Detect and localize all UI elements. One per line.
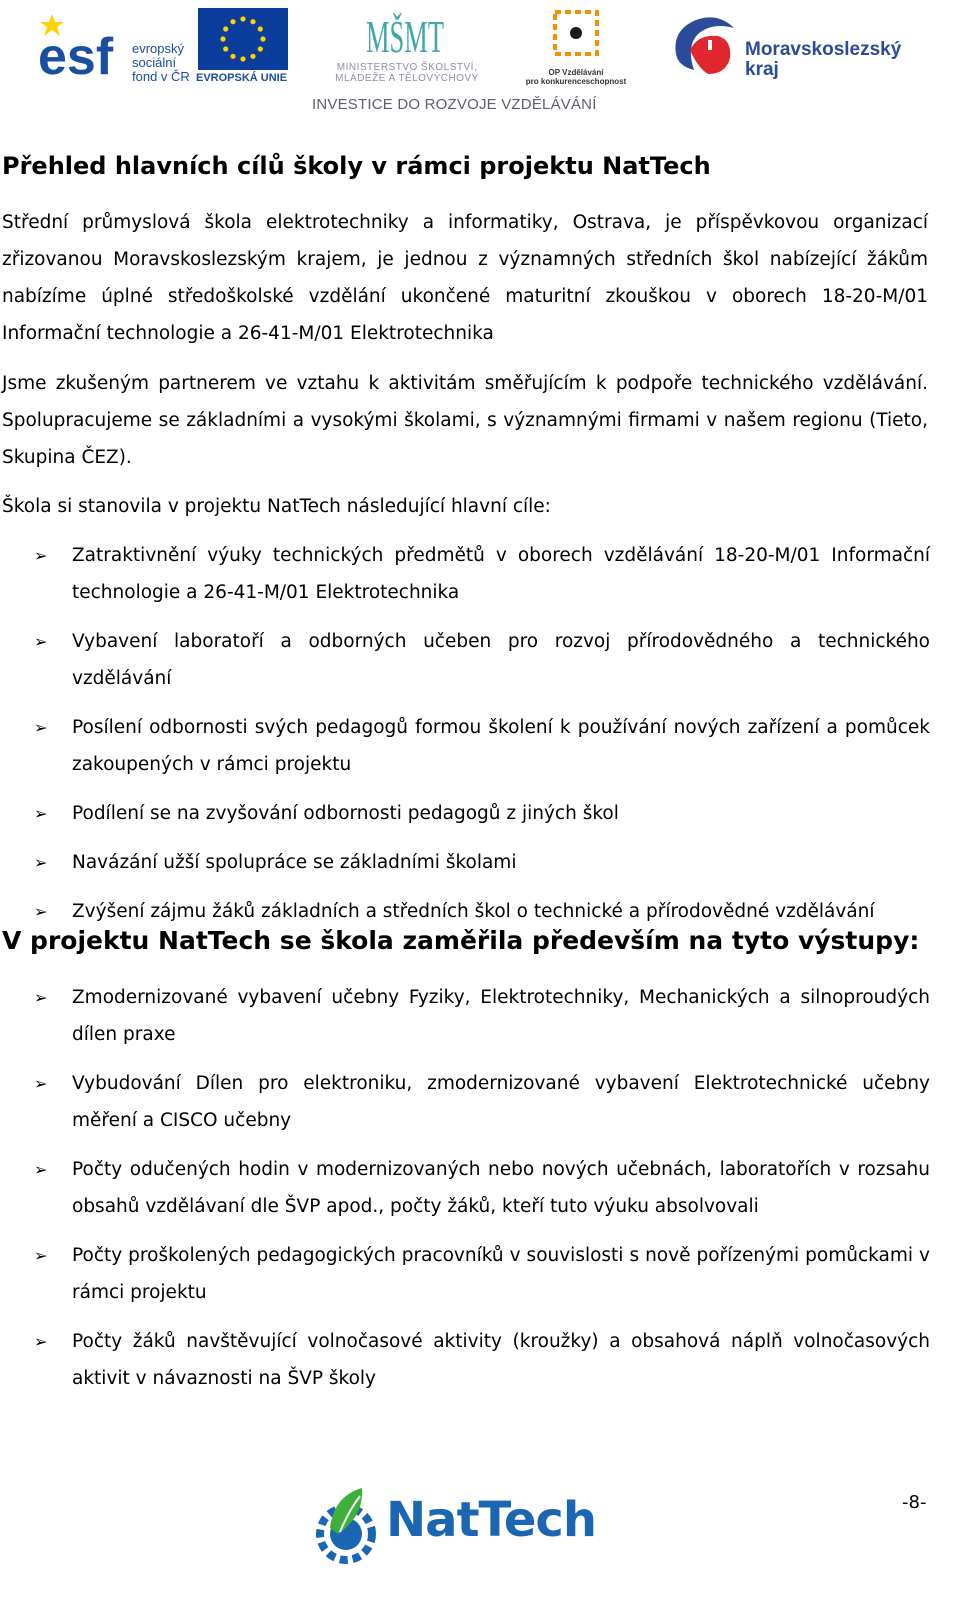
eu-star-icon — [258, 46, 263, 51]
arrow-bullet-icon: ➢ — [34, 718, 48, 737]
msmt-logo — [362, 4, 448, 64]
arrow-bullet-icon: ➢ — [34, 546, 48, 565]
nattech-wordmark: NatTech — [386, 1492, 597, 1548]
eu-star-icon — [260, 36, 265, 41]
esf-logo-word: esf — [38, 28, 114, 86]
section-heading: V projektu NatTech se škola zaměřila především na tyto výstupy: — [2, 926, 920, 955]
esf-caption-line: fond v ČR — [132, 69, 190, 84]
op-vk-caption — [520, 68, 632, 86]
eu-star-icon — [223, 46, 228, 51]
arrow-bullet-icon: ➢ — [34, 804, 48, 823]
list-item — [0, 795, 930, 832]
list-item-text: Počty proškolených pedagogických pracovníků v souvislosti s nově pořízenými pomůckami v rámci projektu — [72, 1245, 930, 1303]
arrow-bullet-icon: ➢ — [34, 1074, 48, 1093]
list-item-text: Počty odučených hodin v modernizovaných nebo nových učebnách, laboratořích v rozsahu obsahů vzdělávaní dle ŠVP apod., počty žáků, kteří tuto výuku absolvovali — [72, 1159, 930, 1217]
msmt-caption — [322, 62, 492, 84]
eu-star-icon — [220, 36, 225, 41]
list-item — [0, 537, 930, 611]
list-item — [0, 709, 930, 783]
page-title: Přehled hlavních cílů školy v rámci projektu NatTech — [2, 152, 711, 180]
msmt-caption-line: MINISTERSTVO ŠKOLSTVÍ, — [336, 62, 478, 73]
arrow-bullet-icon: ➢ — [34, 902, 48, 921]
eu-star-icon — [258, 26, 263, 31]
list-item-text: Zatraktivnění výuky technických předmětů v oborech vzdělávání 18-20-M/01 Informační technologie a 26-41-M/01 Elektrotechnika — [72, 545, 930, 603]
list-item-text: Posílení odbornosti svých pedagogů formou školení k používání nových zařízení a pomůcek zakoupených v rámci projektu — [72, 717, 930, 775]
msmt-caption-line: MLÁDEŽE A TĚLOVÝCHOVY — [335, 73, 479, 84]
op-caption-line: pro konkurenceschopnost — [525, 77, 627, 86]
list-item — [0, 844, 930, 881]
eu-star-icon — [223, 26, 228, 31]
list-item — [0, 1323, 930, 1397]
arrow-bullet-icon: ➢ — [34, 988, 48, 1007]
list-item-text: Vybavení laboratoří a odborných učeben pro rozvoj přírodovědného a technického vzdělávání — [72, 631, 930, 689]
outputs-list — [0, 979, 930, 1409]
eu-star-icon — [250, 54, 255, 59]
investment-tagline: INVESTICE DO ROZVOJE VZDĚLÁVÁNÍ — [312, 96, 597, 113]
list-item-text: Zmodernizované vybavení učebny Fyziky, Elektrotechniky, Mechanických a silnoproudých dílen praxe — [72, 987, 930, 1045]
op-caption-line: OP Vzdělávání — [548, 68, 604, 77]
eu-star-icon — [250, 19, 255, 24]
esf-caption-line: evropský — [132, 41, 185, 56]
msk-region-logo — [668, 10, 740, 82]
eu-star-icon — [240, 16, 245, 21]
goals-list — [0, 537, 930, 942]
partner-paragraph: Jsme zkušeným partnerem ve vztahu k aktivitám směřujícím k podpoře technického vzdělávání. Spolupracujeme se základními a vysokými školami, s významnými firmami v našem regionu (Tieto, Skupina ČEZ). — [2, 373, 928, 468]
list-item — [0, 623, 930, 697]
list-item — [0, 979, 930, 1053]
eu-caption: EVROPSKÁ UNIE — [196, 72, 288, 84]
list-item-text: Podílení se na zvyšování odbornosti pedagogů z jiných škol — [72, 803, 619, 824]
eu-star-icon — [240, 56, 245, 61]
header-logo-strip — [0, 0, 960, 120]
eu-flag-icon — [198, 8, 288, 70]
list-item-text: Navázání užší spolupráce se základními školami — [72, 852, 517, 873]
intro-paragraph: Střední průmyslová škola elektrotechniky a informatiky, Ostrava, je příspěvkovou organizací zřizovanou Moravskoslezským krajem, je jednou z významných středních škol nabízející žákům nabízíme úplné středoškolské vzdělání ukončené maturitní zkouškou v oborech 18-20-M/01 Informační technologie a 26-41-M/01 Elektrotechnika — [2, 212, 928, 344]
arrow-bullet-icon: ➢ — [34, 632, 48, 651]
esf-logo — [38, 10, 124, 84]
list-item — [0, 1151, 930, 1225]
list-item — [0, 893, 930, 930]
list-item-text: Zvýšení zájmu žáků základních a středních škol o technické a přírodovědné vzdělávání — [72, 901, 875, 922]
arrow-bullet-icon: ➢ — [34, 1246, 48, 1265]
msmt-logo-word: MŠMT — [366, 11, 444, 62]
list-item-text: Vybudování Dílen pro elektroniku, zmodernizované vybavení Elektrotechnické učebny měření a CISCO učebny — [72, 1073, 930, 1131]
esf-caption — [132, 42, 190, 84]
arrow-bullet-icon: ➢ — [34, 853, 48, 872]
eu-star-icon — [230, 19, 235, 24]
page-number: -8- — [902, 1492, 927, 1513]
goals-lead: Škola si stanovila v projektu NatTech následující hlavní cíle: — [2, 496, 551, 517]
esf-caption-line: sociální — [132, 55, 177, 70]
arrow-bullet-icon: ➢ — [34, 1332, 48, 1351]
eu-star-icon — [230, 54, 235, 59]
list-item-text: Počty žáků navštěvující volnočasové aktivity (kroužky) a obsahová náplň volnočasových aktivit v návaznosti na ŠVP školy — [72, 1331, 930, 1389]
msk-caption-line: kraj — [745, 59, 779, 80]
arrow-bullet-icon: ➢ — [34, 1160, 48, 1179]
msk-caption — [745, 40, 901, 80]
op-vk-logo — [545, 6, 607, 68]
list-item — [0, 1065, 930, 1139]
list-item — [0, 1237, 930, 1311]
msk-caption-line: Moravskoslezský — [745, 39, 902, 60]
